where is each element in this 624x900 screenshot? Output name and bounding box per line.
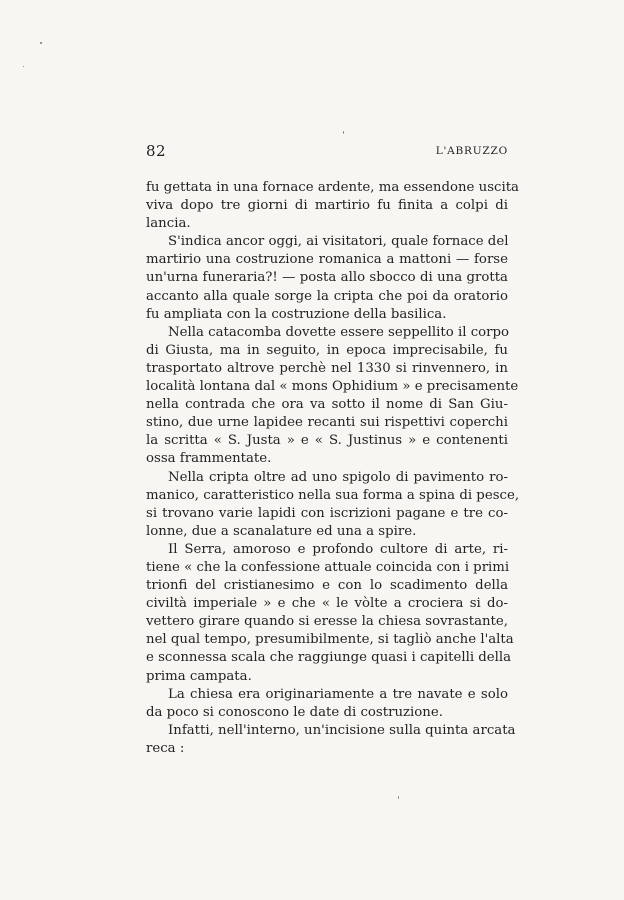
text-line: trionfi del cristianesimo e con lo scadimento della (146, 578, 508, 594)
text-line: viva dopo tre giorni di martirio fu finita a colpi di (146, 198, 508, 214)
text-line: La chiesa era originariamente a tre navate e solo (168, 686, 508, 702)
text-line: ossa frammentate. (146, 451, 272, 467)
text-line: nel qual tempo, presumibilmente, si tagliò anche l'alta (146, 632, 514, 648)
text-line: da poco si conoscono le date di costruzione. (146, 704, 443, 720)
text-line: civiltà imperiale » e che « le vòlte a crociera si do- (146, 596, 508, 612)
text-line: nella contrada che ora va sotto il nome di San Giu- (146, 397, 508, 413)
text-line: accanto alla quale sorge la cripta che poi da oratorio (146, 288, 508, 304)
text-line: martirio una costruzione romanica a mattoni — forse (146, 252, 508, 268)
text-line: trasportato altrove perchè nel 1330 si rinvennero, in (146, 360, 508, 376)
text-line: e sconnessa scala che raggiunge quasi i capitelli della (146, 650, 512, 666)
text-line: S'indica ancor oggi, ai visitatori, quale fornace del (168, 234, 509, 250)
page-header (146, 142, 508, 162)
text-line: prima campata. (146, 668, 252, 684)
text-line: vettero girare quando si eresse la chiesa sovrastante, (146, 614, 508, 630)
text-line: tiene « che la confessione attuale coincida con i primi (146, 559, 510, 575)
text-line: Nella cripta oltre ad uno spigolo di pavimento ro- (168, 469, 508, 485)
running-title: L'ABRUZZO (435, 145, 508, 157)
text-line: un'urna funeraria?! — posta allo sbocco di una grotta (146, 270, 508, 286)
text-line: lancia. (146, 216, 191, 232)
paper-speck (343, 131, 344, 134)
text-line: lonne, due a scanalature ed una a spire. (146, 523, 417, 539)
text-line: si trovano varie lapidi con iscrizioni pagane e tre co- (146, 505, 508, 521)
text-line: Il Serra, amoroso e profondo cultore di arte, ri- (168, 541, 508, 557)
paper-speck (398, 796, 399, 799)
text-line: località lontana dal « mons Ophidium » e precisamente (146, 379, 519, 395)
text-line: fu gettata in una fornace ardente, ma essendone uscita (146, 180, 519, 195)
text-line: di Giusta, ma in seguito, in epoca imprecisabile, fu (146, 342, 508, 358)
text-line: fu ampliata con la costruzione della basilica. (146, 306, 447, 322)
paper-speck (40, 42, 42, 44)
text-line: Infatti, nell'interno, un'incisione sulla quinta arcata (168, 722, 516, 738)
text-line: manico, caratteristico nella sua forma a spina di pesce, (146, 487, 520, 503)
body-text (146, 179, 520, 758)
text-line: reca : (146, 740, 185, 756)
text-line: la scritta « S. Justa » e « S. Justinus » e contenenti (146, 433, 508, 449)
text-line: stino, due urne lapidee recanti sui rispettivi coperchi (146, 415, 508, 431)
page-number: 82 (146, 142, 167, 160)
text-line: Nella catacomba dovette essere seppellito il corpo (168, 324, 510, 340)
paper-speck (23, 66, 24, 67)
